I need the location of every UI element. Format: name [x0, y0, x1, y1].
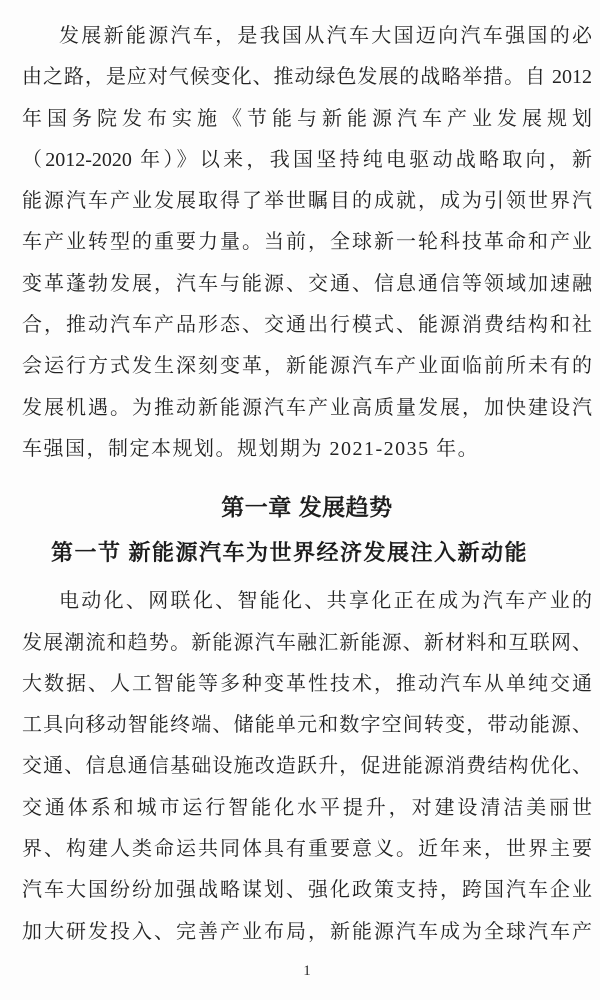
text-line: 交通体系和城市运行智能化水平提升，对建设清洁美丽世	[22, 796, 592, 819]
text-line: 电动化、网联化、智能化、共享化正在成为汽车产业的	[59, 590, 592, 613]
intro-paragraph	[22, 16, 592, 470]
text-line: 汽车大国纷纷加强战略谋划、强化政策支持，跨国汽车企业	[22, 879, 592, 902]
text-line: 界、构建人类命运共同体具有重要意义。近年来，世界主要	[22, 838, 592, 861]
text-line: 变革蓬勃发展，汽车与能源、交通、信息通信等领域加速融	[22, 272, 592, 295]
text-line: 年国务院发布实施《节能与新能源汽车产业发展规划	[22, 107, 592, 130]
text-line: 车产业转型的重要力量。当前，全球新一轮科技革命和产业	[22, 231, 592, 254]
text-line: （2012-2020 年）》以来，我国坚持纯电驱动战略取向，新	[22, 148, 592, 171]
page-number: 1	[303, 962, 311, 979]
text-line: 车强国，制定本规划。规划期为 2021-2035 年。	[22, 437, 480, 460]
text-line: 合，推动汽车产品形态、交通出行模式、能源消费结构和社	[22, 314, 592, 337]
text-line: 由之路，是应对气候变化、推动绿色发展的战略举措。自 2012	[22, 66, 592, 89]
text-line: 加大研发投入、完善产业布局，新能源汽车成为全球汽车产	[22, 920, 592, 943]
chapter-heading: 第一章 发展趋势	[221, 494, 393, 521]
section-heading: 第一节 新能源汽车为世界经济发展注入新动能	[51, 540, 529, 566]
text-line: 发展新能源汽车，是我国从汽车大国迈向汽车强国的必	[59, 25, 592, 47]
text-line: 工具向移动智能终端、储能单元和数字空间转变，带动能源、	[22, 714, 592, 737]
text-line: 交通、信息通信基础设施改造跃升，促进能源消费结构优化、	[22, 755, 592, 778]
text-line: 发展潮流和趋势。新能源汽车融汇新能源、新材料和互联网、	[22, 631, 592, 654]
section-paragraph	[22, 581, 592, 953]
text-line: 能源汽车产业发展取得了举世瞩目的成就，成为引领世界汽	[22, 190, 592, 213]
text-line: 大数据、人工智能等多种变革性技术，推动汽车从单纯交通	[22, 672, 592, 695]
text-line: 发展机遇。为推动新能源汽车产业高质量发展，加快建设汽	[22, 396, 592, 419]
text-line: 会运行方式发生深刻变革，新能源汽车产业面临前所未有的	[22, 355, 592, 378]
